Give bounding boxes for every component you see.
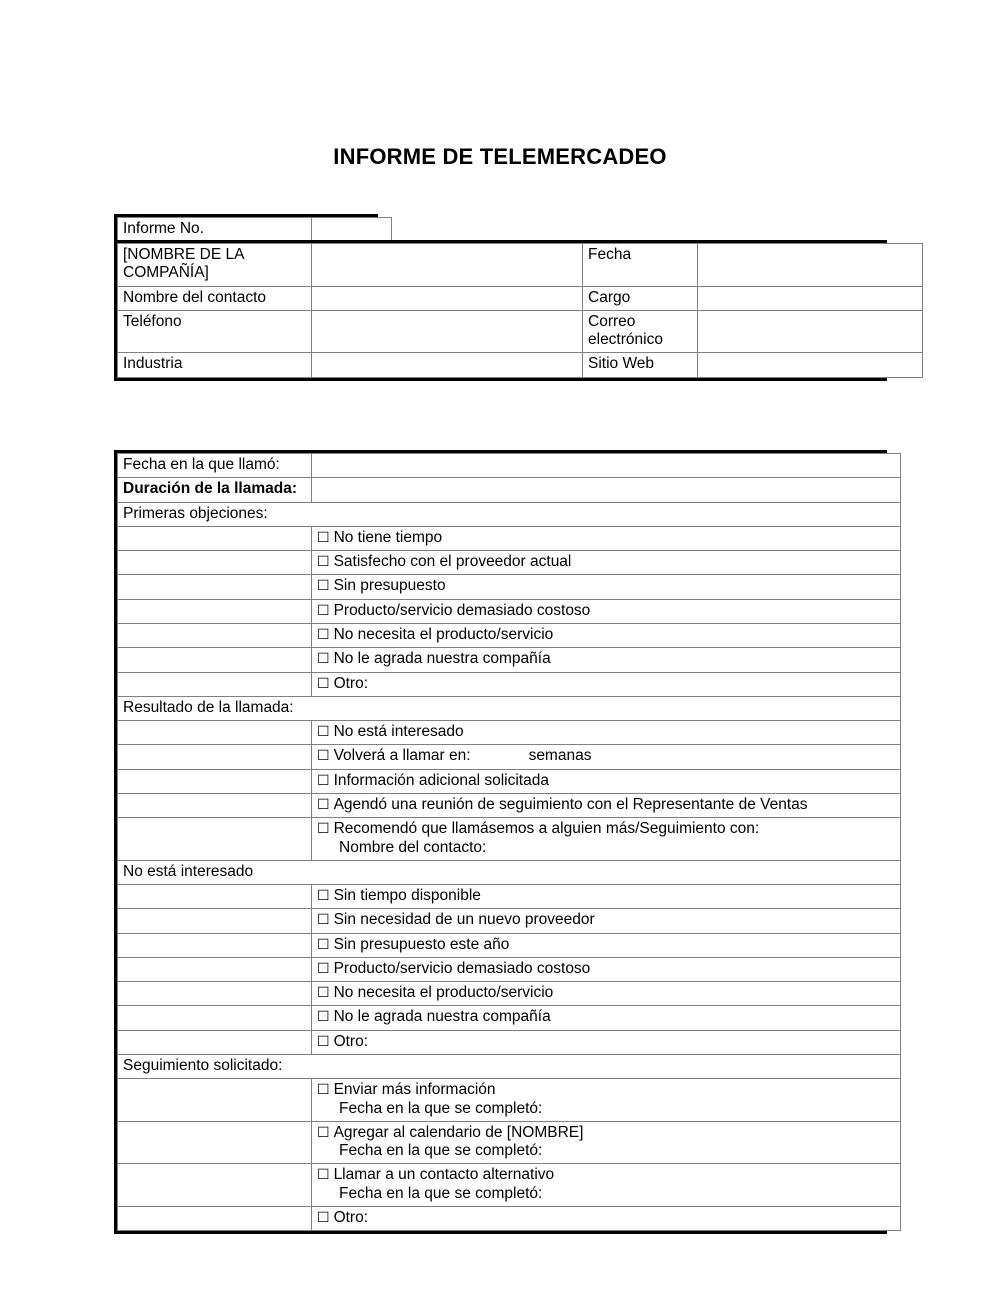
section-spacer-cell xyxy=(118,1079,312,1122)
contact-field-value-secondary[interactable] xyxy=(698,286,923,310)
section-spacer-cell xyxy=(118,745,312,769)
contact-field-value[interactable] xyxy=(312,244,583,287)
checkbox-option-subline[interactable]: Fecha en la que se completó: xyxy=(339,1184,543,1202)
checkbox-option-label: Recomendó que llamásemos a alguien más/Seguimiento con: xyxy=(333,820,760,838)
section-spacer-cell xyxy=(118,1006,312,1030)
contact-field-value-secondary[interactable] xyxy=(698,244,923,287)
checkbox-option[interactable] xyxy=(312,933,901,957)
checkbox-option-label: Producto/servicio demasiado costoso xyxy=(333,601,591,619)
checkbox-option[interactable] xyxy=(312,623,901,647)
checkbox-option[interactable] xyxy=(312,957,901,981)
checkbox-icon[interactable]: ☐ xyxy=(317,796,330,813)
section-spacer-cell xyxy=(118,551,312,575)
checkbox-option[interactable] xyxy=(312,1030,901,1054)
checkbox-option[interactable] xyxy=(312,1121,901,1164)
table-row xyxy=(118,502,901,526)
checkbox-option[interactable] xyxy=(312,648,901,672)
section-spacer-cell xyxy=(118,672,312,696)
checkbox-option-label: Producto/servicio demasiado costoso xyxy=(333,959,591,977)
checkbox-option-label: Volverá a llamar en: xyxy=(333,747,471,765)
checkbox-option-label: Sin presupuesto xyxy=(333,577,446,595)
checkbox-icon[interactable]: ☐ xyxy=(317,936,330,953)
contact-field-label: Industria xyxy=(118,353,312,377)
table-row xyxy=(118,982,901,1006)
table-row xyxy=(118,1121,901,1164)
checkbox-icon[interactable]: ☐ xyxy=(317,626,330,643)
section-spacer-cell xyxy=(118,623,312,647)
contact-field-value-secondary[interactable] xyxy=(698,353,923,377)
checkbox-option-label: No le agrada nuestra compañía xyxy=(333,650,551,668)
table-row xyxy=(118,769,901,793)
contact-field-label-secondary: Fecha xyxy=(583,244,698,287)
section-spacer-cell xyxy=(118,909,312,933)
checkbox-option[interactable] xyxy=(312,793,901,817)
table-row xyxy=(118,575,901,599)
table-row xyxy=(118,721,901,745)
checkbox-option-label: Llamar a un contacto alternativo xyxy=(333,1166,555,1184)
checkbox-icon[interactable]: ☐ xyxy=(317,888,330,905)
checkbox-option[interactable] xyxy=(312,575,901,599)
table-row xyxy=(118,353,923,377)
section-header: Resultado de la llamada: xyxy=(118,696,901,720)
section-spacer-cell xyxy=(118,599,312,623)
table-row xyxy=(118,1055,901,1079)
report-number-label: Informe No. xyxy=(118,218,312,246)
checkbox-icon[interactable]: ☐ xyxy=(317,675,330,692)
contact-field-value[interactable] xyxy=(312,310,583,353)
table-row xyxy=(118,286,923,310)
contact-field-label-secondary: Sitio Web xyxy=(583,353,698,377)
section-header: Seguimiento solicitado: xyxy=(118,1055,901,1079)
checkbox-option-label: No necesita el producto/servicio xyxy=(333,984,554,1002)
checkbox-option[interactable] xyxy=(312,551,901,575)
section-spacer-cell xyxy=(118,1207,312,1231)
checkbox-icon[interactable]: ☐ xyxy=(317,724,330,741)
table-row xyxy=(118,860,901,884)
contact-field-value[interactable] xyxy=(312,286,583,310)
call-duration-value[interactable] xyxy=(312,478,901,502)
checkbox-option-label: Otro: xyxy=(333,1209,369,1226)
checkbox-option-label: No tiene tiempo xyxy=(333,528,443,546)
date-called-value[interactable] xyxy=(312,454,901,478)
section-spacer-cell xyxy=(118,648,312,672)
checkbox-option-suffix: semanas xyxy=(528,747,592,765)
checkbox-option[interactable] xyxy=(312,769,901,793)
contact-field-label-secondary: Correo electrónico xyxy=(583,310,698,353)
table-row xyxy=(118,599,901,623)
table-row xyxy=(118,885,901,909)
checkbox-option[interactable] xyxy=(312,672,901,696)
page-title: INFORME DE TELEMERCADEO xyxy=(333,144,667,169)
table-row xyxy=(118,672,901,696)
checkbox-icon[interactable]: ☐ xyxy=(317,1167,330,1184)
checkbox-icon[interactable]: ☐ xyxy=(317,1009,330,1026)
checkbox-option-label: Agregar al calendario de [NOMBRE] xyxy=(333,1123,584,1141)
checkbox-option[interactable] xyxy=(312,599,901,623)
checkbox-option-subline[interactable]: Nombre del contacto: xyxy=(339,838,487,856)
checkbox-option-label: Satisfecho con el proveedor actual xyxy=(333,553,572,571)
date-called-label: Fecha en la que llamó: xyxy=(118,454,312,478)
section-spacer-cell xyxy=(118,526,312,550)
checkbox-icon[interactable]: ☐ xyxy=(317,578,330,595)
contact-field-label: Teléfono xyxy=(118,310,312,353)
section-spacer-cell xyxy=(118,1164,312,1207)
checkbox-icon[interactable]: ☐ xyxy=(317,1210,330,1226)
checkbox-option-label: Información adicional solicitada xyxy=(333,771,549,789)
table-row xyxy=(118,623,901,647)
checkbox-option-label: No le agrada nuestra compañía xyxy=(333,1008,551,1026)
checkbox-option[interactable] xyxy=(312,745,901,769)
checkbox-option[interactable] xyxy=(312,1006,901,1030)
checkbox-option-label: Agendó una reunión de seguimiento con el Representante de Ventas xyxy=(333,795,808,813)
checkbox-option-subline[interactable]: Fecha en la que se completó: xyxy=(339,1099,543,1117)
section-spacer-cell xyxy=(118,957,312,981)
table-row xyxy=(118,244,923,287)
table-row xyxy=(118,1207,901,1231)
section-spacer-cell xyxy=(118,793,312,817)
section-spacer-cell xyxy=(118,933,312,957)
checkbox-icon[interactable]: ☐ xyxy=(317,1082,330,1099)
checkbox-icon[interactable]: ☐ xyxy=(317,821,330,838)
table-row xyxy=(118,1164,901,1207)
checkbox-option-label: Sin tiempo disponible xyxy=(333,887,481,905)
checkbox-option-label: No está interesado xyxy=(333,723,464,741)
checkbox-option-label: No necesita el producto/servicio xyxy=(333,625,554,643)
checkbox-icon[interactable]: ☐ xyxy=(317,960,330,977)
call-duration-label: Duración de la llamada: xyxy=(118,478,312,502)
section-spacer-cell xyxy=(118,1030,312,1054)
checkbox-icon[interactable]: ☐ xyxy=(317,602,330,619)
checkbox-option[interactable] xyxy=(312,818,901,861)
checkbox-option-subline[interactable]: Fecha en la que se completó: xyxy=(339,1142,543,1160)
table-row xyxy=(118,933,901,957)
checkbox-icon[interactable]: ☐ xyxy=(317,554,330,571)
section-spacer-cell xyxy=(118,982,312,1006)
fill-in-blank[interactable] xyxy=(471,747,529,765)
checkbox-option[interactable] xyxy=(312,1207,901,1231)
checkbox-icon[interactable]: ☐ xyxy=(317,529,330,546)
table-row xyxy=(118,310,923,353)
contact-field-label: [NOMBRE DE LA COMPAÑÍA] xyxy=(118,244,312,287)
section-spacer-cell xyxy=(118,885,312,909)
section-spacer-cell xyxy=(118,769,312,793)
table-row xyxy=(118,1030,901,1054)
table-row xyxy=(118,551,901,575)
table-row xyxy=(118,478,901,502)
contact-info-table xyxy=(114,240,887,381)
checkbox-icon[interactable]: ☐ xyxy=(317,1124,330,1141)
checkbox-option[interactable] xyxy=(312,885,901,909)
table-row xyxy=(118,909,901,933)
contact-field-value[interactable] xyxy=(312,353,583,377)
checkbox-option[interactable] xyxy=(312,1079,901,1122)
checkbox-option-label: Otro: xyxy=(333,674,369,692)
table-row xyxy=(118,957,901,981)
contact-field-label: Nombre del contacto xyxy=(118,286,312,310)
section-header: No está interesado xyxy=(118,860,901,884)
checkbox-option-label: Sin presupuesto este año xyxy=(333,935,510,953)
table-row xyxy=(118,1006,901,1030)
checkbox-option[interactable] xyxy=(312,909,901,933)
checkbox-icon[interactable]: ☐ xyxy=(317,985,330,1002)
contact-field-value-secondary[interactable] xyxy=(698,310,923,353)
section-spacer-cell xyxy=(118,721,312,745)
section-spacer-cell xyxy=(118,818,312,861)
checkbox-option-label: Enviar más información xyxy=(333,1081,496,1099)
table-row xyxy=(118,745,901,769)
section-spacer-cell xyxy=(118,575,312,599)
table-row xyxy=(118,454,901,478)
section-header: Primeras objeciones: xyxy=(118,502,901,526)
contact-field-label-secondary: Cargo xyxy=(583,286,698,310)
checkbox-option-label: Sin necesidad de un nuevo proveedor xyxy=(333,911,595,929)
checkbox-option[interactable] xyxy=(312,982,901,1006)
checkbox-icon[interactable]: ☐ xyxy=(317,912,330,929)
table-row xyxy=(118,696,901,720)
checkbox-option-label: Otro: xyxy=(333,1032,369,1050)
table-row xyxy=(118,648,901,672)
checkbox-icon[interactable]: ☐ xyxy=(317,772,330,789)
checkbox-icon[interactable]: ☐ xyxy=(317,651,330,668)
checkbox-icon[interactable]: ☐ xyxy=(317,1033,330,1050)
table-row xyxy=(118,818,901,861)
table-row xyxy=(118,526,901,550)
call-report-table xyxy=(114,450,887,1234)
checkbox-option[interactable] xyxy=(312,1164,901,1207)
section-spacer-cell xyxy=(118,1121,312,1164)
table-row xyxy=(118,1079,901,1122)
table-row xyxy=(118,793,901,817)
checkbox-option[interactable] xyxy=(312,721,901,745)
checkbox-icon[interactable]: ☐ xyxy=(317,748,330,765)
checkbox-option[interactable] xyxy=(312,526,901,550)
